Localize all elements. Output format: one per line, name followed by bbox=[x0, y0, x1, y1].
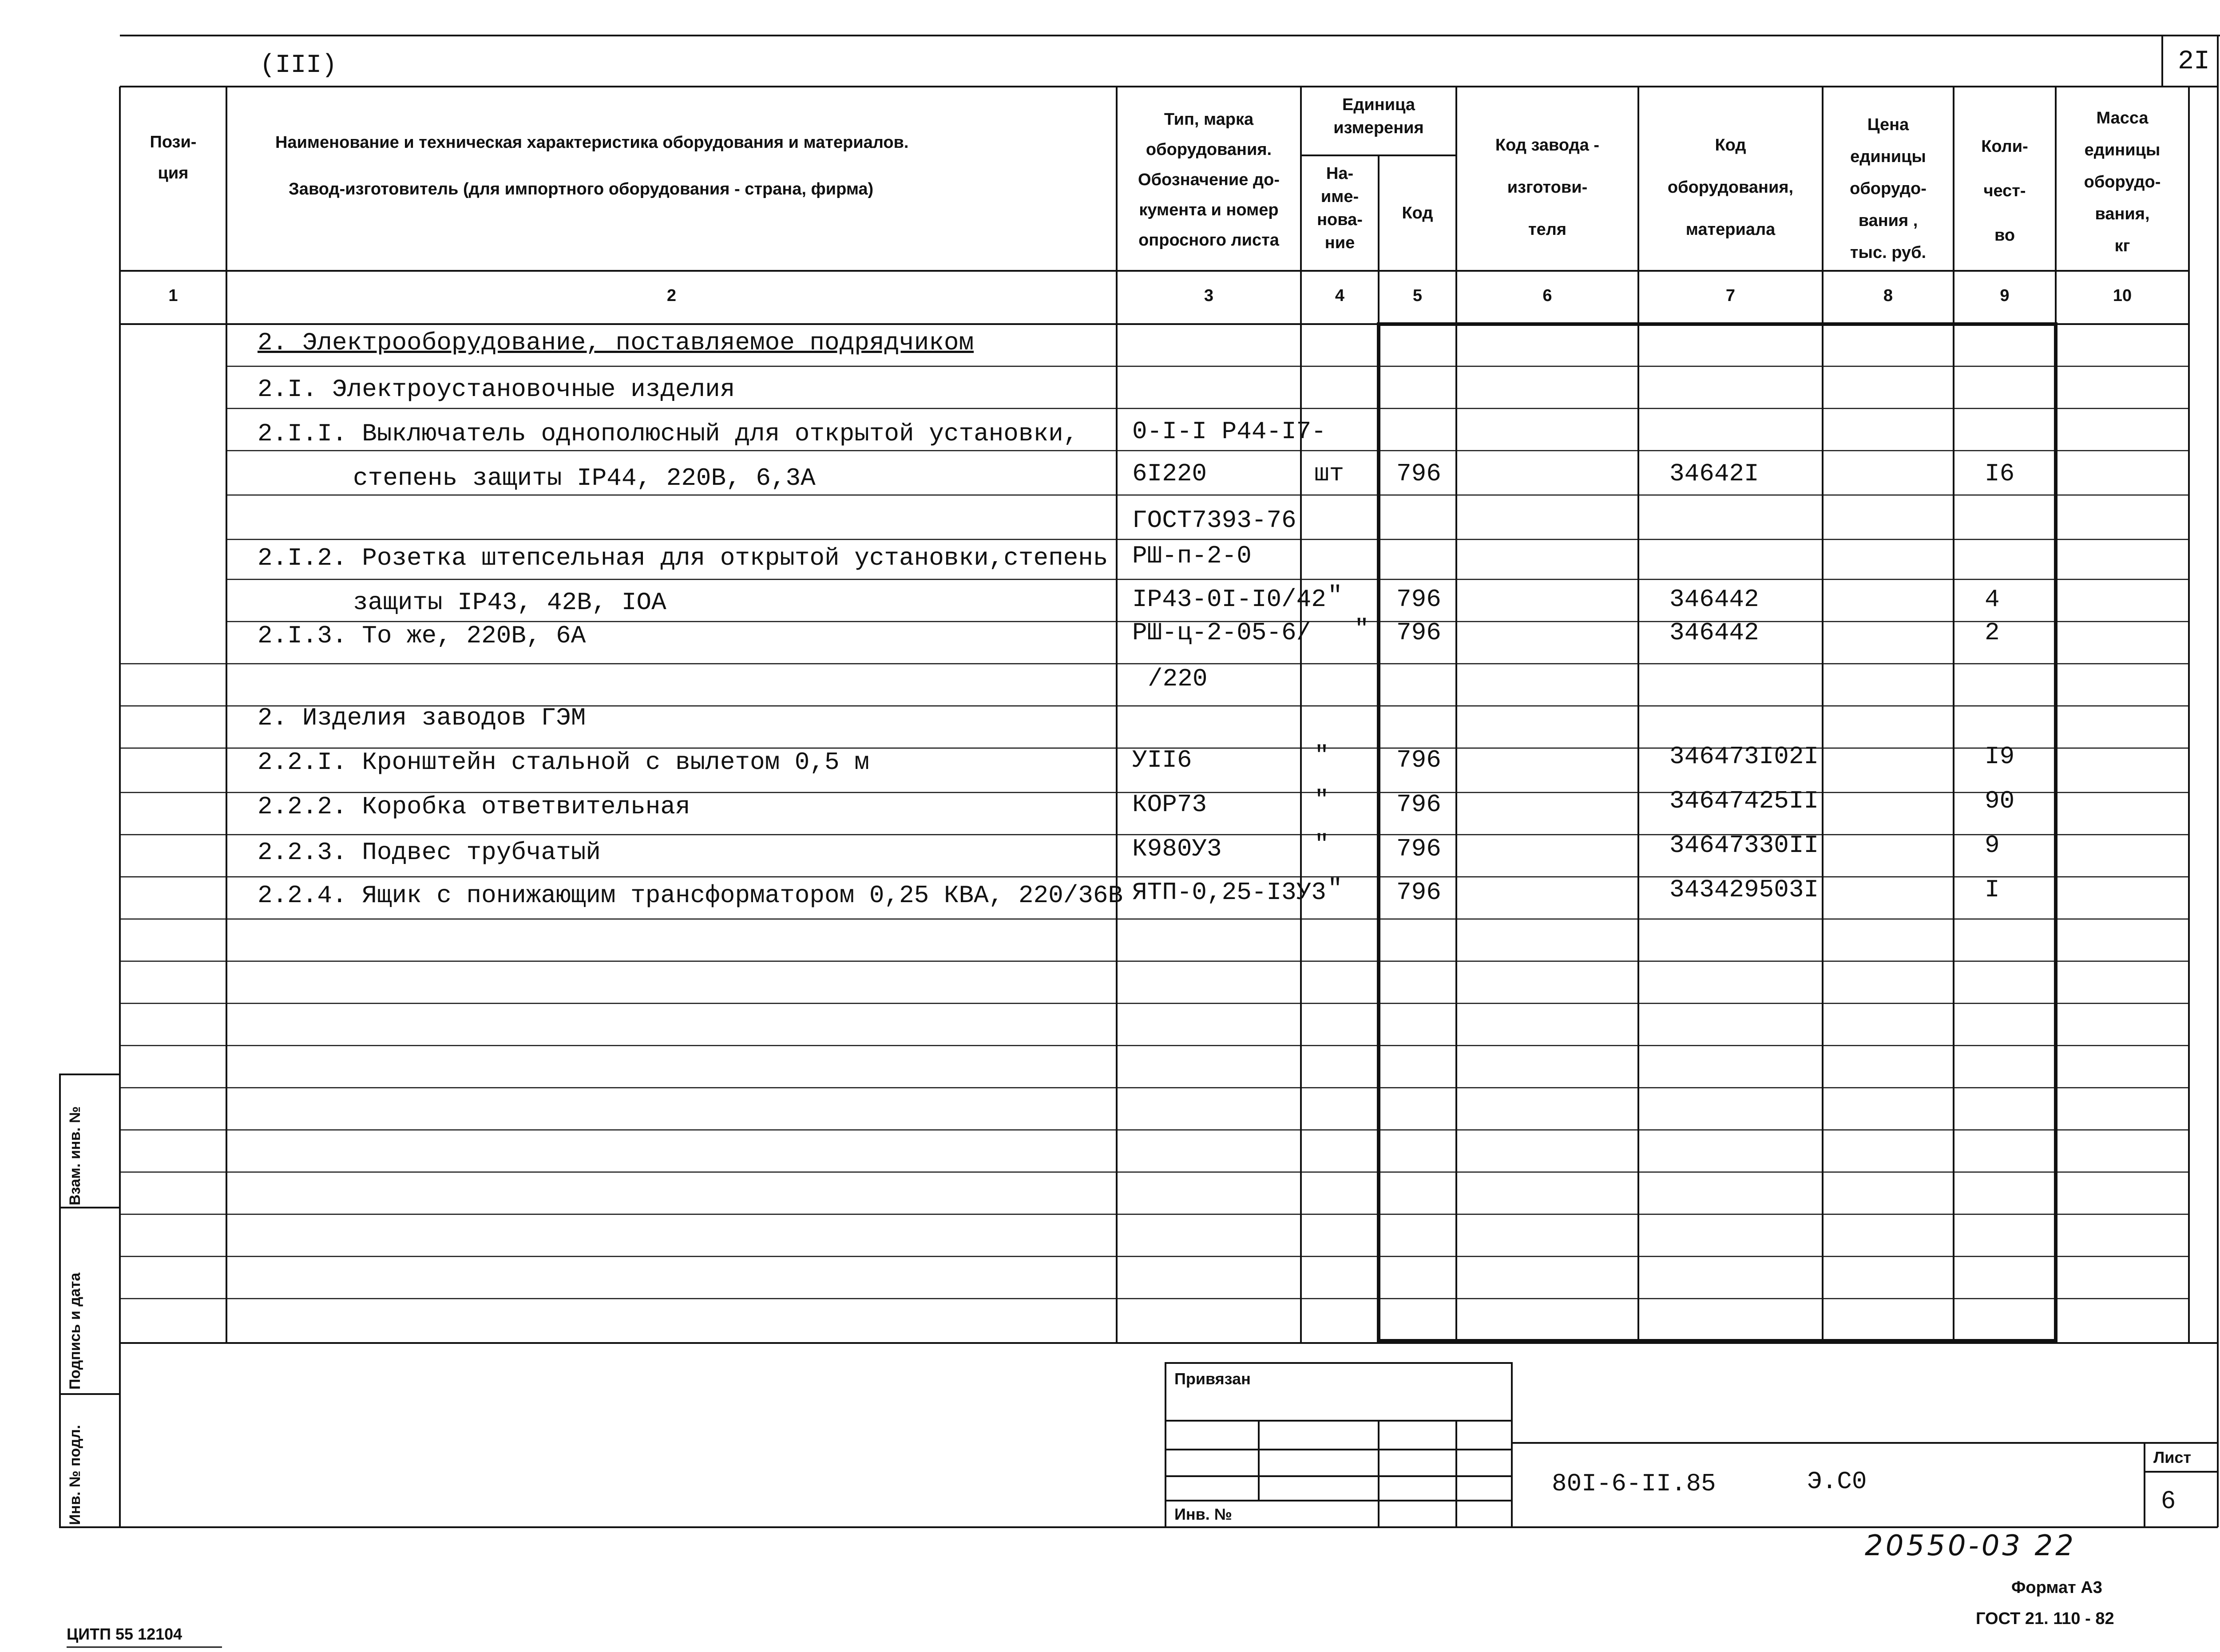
row-name: 2.2.2. Коробка ответвительная bbox=[258, 792, 690, 821]
row-type: УII6 bbox=[1132, 746, 1192, 774]
row-code: 796 bbox=[1396, 835, 1441, 863]
column-number: 2 bbox=[666, 286, 677, 305]
row-unit: " bbox=[1354, 615, 1369, 643]
side-label-podpis: Подпись и дата bbox=[67, 1272, 83, 1390]
row-type: 0-I-I Р44-I7- bbox=[1132, 417, 1326, 446]
document-mark: Э.С0 bbox=[1807, 1467, 1867, 1496]
column-number: 7 bbox=[1725, 286, 1736, 305]
row-equip-code: 343429503I bbox=[1669, 876, 1819, 904]
row-code: 796 bbox=[1396, 618, 1441, 647]
header-unit: Единица измерения bbox=[1333, 95, 1424, 137]
header-quantity: Коли- чест- во bbox=[1981, 137, 2028, 245]
column-number: 3 bbox=[1204, 286, 1214, 305]
row-type: IP43-0I-I0/42 bbox=[1132, 585, 1326, 614]
handwritten-number: 20550-03 22 bbox=[1865, 1529, 2076, 1562]
row-name: 2.2.3. Подвес трубчатый bbox=[258, 838, 601, 867]
header-unit-name: На- име- нова- ние bbox=[1317, 164, 1363, 252]
stamp-privyazan: Привязан bbox=[1174, 1370, 1251, 1388]
header-unit-code: Код bbox=[1402, 204, 1433, 222]
row-unit: " bbox=[1328, 875, 1343, 903]
row-type: ЯТП-0,25-I3У3 bbox=[1132, 878, 1326, 907]
sheet-number-top: 2I bbox=[2178, 47, 2210, 77]
row-name: 2.I.2. Розетка штепсельная для открытой установки,степень bbox=[258, 544, 1108, 572]
row-equip-code: 34647330II bbox=[1669, 831, 1819, 860]
row-name: 2.2.4. Ящик с понижающим трансформатором 0,25 КВА, 220/36В bbox=[258, 881, 1123, 910]
side-label-vzam: Взам. инв. № bbox=[67, 1106, 83, 1205]
row-equip-code: 346442 bbox=[1669, 618, 1759, 647]
row-name: 2. Электрооборудование, поставляемое подрядчиком bbox=[258, 329, 974, 357]
gost-label: ГОСТ 21. 110 - 82 bbox=[1976, 1609, 2114, 1628]
row-type: 6I220 bbox=[1132, 460, 1207, 488]
row-name: 2.I.3. То же, 220В, 6А bbox=[258, 622, 586, 650]
row-name: защиты IP43, 42В, IOA bbox=[353, 588, 666, 617]
document-code: 80I-6-II.85 bbox=[1552, 1470, 1716, 1498]
row-type: КОР73 bbox=[1132, 790, 1207, 819]
column-number: 6 bbox=[1542, 286, 1552, 305]
row-code: 796 bbox=[1396, 790, 1441, 819]
row-quantity: 2 bbox=[1985, 618, 2000, 647]
row-unit: " bbox=[1328, 582, 1343, 610]
row-code: 796 bbox=[1396, 746, 1441, 774]
row-code: 796 bbox=[1396, 460, 1441, 488]
row-name: 2.I. Электроустановочные изделия bbox=[258, 375, 735, 404]
header-name-line1: Наименование и техническая характеристика оборудования и материалов. bbox=[275, 133, 909, 152]
row-quantity: 90 bbox=[1985, 787, 2015, 815]
row-unit: " bbox=[1314, 786, 1329, 814]
header-mass: Масса единицы оборудо- вания, кг bbox=[2084, 109, 2161, 255]
header-price: Цена единицы оборудо- вания , тыс. руб. bbox=[1850, 115, 1927, 262]
row-quantity: I bbox=[1985, 876, 2000, 904]
row-name: 2. Изделия заводов ГЭМ bbox=[258, 704, 586, 732]
row-name: степень защиты IP44, 220В, 6,3А bbox=[353, 464, 816, 492]
column-number: 10 bbox=[2113, 286, 2132, 305]
column-number: 4 bbox=[1335, 286, 1345, 305]
row-code: 796 bbox=[1396, 878, 1441, 907]
stamp-inv-no: Инв. № bbox=[1174, 1505, 1232, 1523]
row-type: РШ-п-2-0 bbox=[1132, 542, 1252, 570]
row-equip-code: 34647425II bbox=[1669, 787, 1819, 815]
row-unit: " bbox=[1314, 830, 1329, 859]
side-label-inv: Инв. № подл. bbox=[67, 1425, 83, 1525]
row-code: 796 bbox=[1396, 585, 1441, 614]
row-equip-code: 346442 bbox=[1669, 585, 1759, 614]
row-unit: " bbox=[1314, 741, 1329, 770]
row-type: РШ-ц-2-05-6/ bbox=[1132, 618, 1312, 647]
row-type: К980У3 bbox=[1132, 835, 1222, 863]
header-name-line2: Завод-изготовитель (для импортного оборудования - страна, фирма) bbox=[289, 180, 874, 198]
format-label: Формат А3 bbox=[2011, 1578, 2102, 1597]
row-type: /220 bbox=[1148, 665, 1208, 693]
stamp-list-label: Лист bbox=[2153, 1448, 2192, 1466]
row-quantity: 9 bbox=[1985, 831, 2000, 860]
sheet-corner-mark: (III) bbox=[260, 51, 337, 80]
column-number: 1 bbox=[168, 286, 178, 305]
header-equipment-code: Код оборудования, материала bbox=[1667, 136, 1794, 239]
row-name: 2.I.I. Выключатель однополюсный для открытой установки, bbox=[258, 420, 1078, 448]
header-type: Тип, марка оборудования. Обозначение до- кумента и номер опросного листа bbox=[1138, 110, 1280, 250]
row-equip-code: 34642I bbox=[1669, 460, 1759, 488]
header-position: Пози- ция bbox=[150, 133, 197, 182]
column-number: 9 bbox=[2000, 286, 2010, 305]
row-quantity: I9 bbox=[1985, 742, 2015, 771]
header-factory-code: Код завода - изготови- теля bbox=[1495, 136, 1600, 239]
row-type: ГОСТ7393-76 bbox=[1132, 506, 1296, 535]
stamp-list-number: 6 bbox=[2161, 1486, 2176, 1513]
row-unit: шт bbox=[1314, 460, 1344, 488]
row-quantity: 4 bbox=[1985, 585, 2000, 614]
row-equip-code: 346473I02I bbox=[1669, 742, 1819, 771]
row-quantity: I6 bbox=[1985, 460, 2015, 488]
printer-code: ЦИТП 55 12104 bbox=[67, 1625, 182, 1643]
row-name: 2.2.I. Кронштейн стальной с вылетом 0,5 м bbox=[258, 748, 869, 776]
column-number: 5 bbox=[1412, 286, 1423, 305]
column-number: 8 bbox=[1883, 286, 1893, 305]
